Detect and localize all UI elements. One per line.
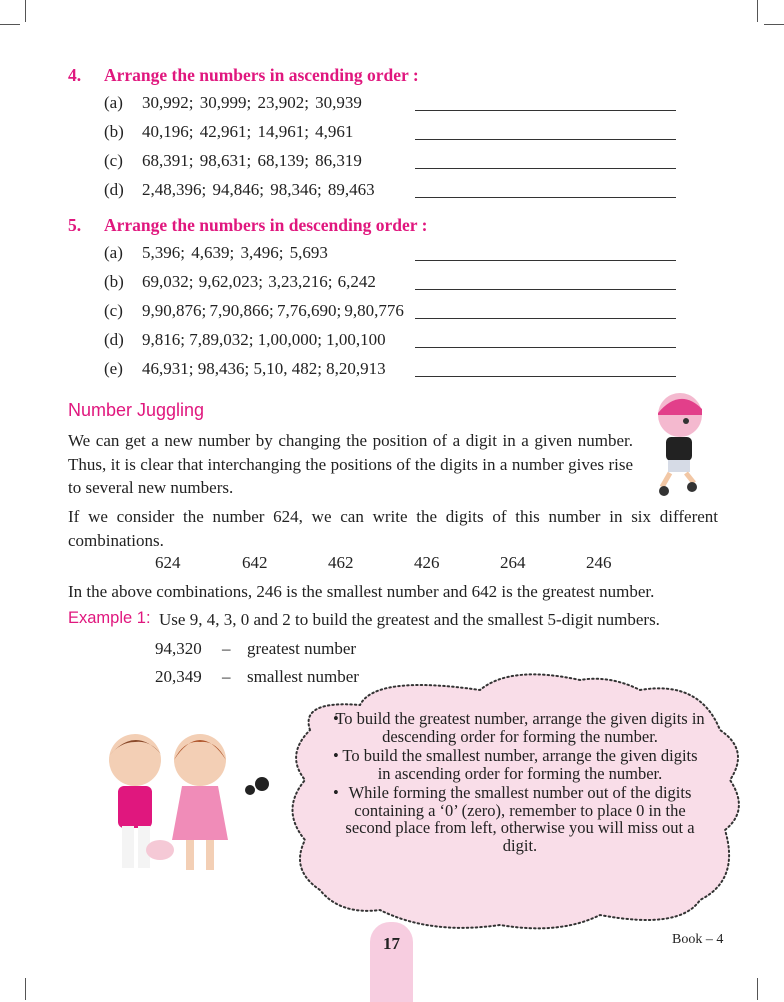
crop-mark — [25, 978, 26, 1000]
item-numbers: 5,396; 4,639; 3,496; 5,693 — [142, 243, 328, 262]
result-dash: – — [222, 667, 231, 686]
item-label: (c) — [104, 301, 123, 320]
item-label: (e) — [104, 359, 123, 378]
example-label: Example 1: — [68, 609, 151, 627]
result-desc: greatest number — [247, 639, 357, 658]
tip-item: • To build the greatest number, arrange the given digits in descending order for forming the number. — [335, 710, 705, 745]
tips-list — [335, 710, 705, 856]
crop-mark — [0, 24, 20, 25]
question-5-number: 5. — [68, 215, 82, 235]
result-number: 94,320 — [155, 639, 202, 658]
tip-item: • To build the smallest number, arrange the given digits in ascending order for forming the number. — [335, 747, 705, 782]
item-numbers: 46,931; 98,436; 5,10, 482; 8,20,913 — [142, 359, 386, 378]
paragraph-intro: We can get a new number by changing the position of a digit in a given number. Thus, it is clear that interchanging the positions of the digits in a number gives rise to several new numbers. — [68, 431, 633, 497]
answer-line[interactable] — [415, 376, 676, 377]
book-label: Book – 4 — [672, 932, 724, 947]
result-desc: smallest number — [247, 667, 359, 686]
answer-line[interactable] — [415, 197, 676, 198]
result-number: 20,349 — [155, 667, 202, 686]
question-5-title: Arrange the numbers in descending order : — [104, 215, 428, 235]
answer-line[interactable] — [415, 168, 676, 169]
crop-mark — [757, 978, 758, 1000]
paragraph-624: If we consider the number 624, we can write the digits of this number in six different combinations. — [68, 507, 718, 550]
item-label: (a) — [104, 93, 123, 112]
combination: 246 — [586, 553, 612, 572]
combination: 264 — [500, 553, 526, 572]
combination: 624 — [155, 553, 181, 572]
item-numbers: 40,196; 42,961; 14,961; 4,961 — [142, 122, 354, 141]
tip-item: • While forming the smallest number out of the digits containing a ‘0’ (zero), remember to place 0 in the second place from left, otherwise you will miss out a digit. — [335, 784, 705, 854]
children-illustration — [90, 720, 290, 890]
paragraph-conclusion: In the above combinations, 246 is the smallest number and 642 is the greatest number. — [68, 582, 655, 601]
example-text: Use 9, 4, 3, 0 and 2 to build the greatest and the smallest 5-digit numbers. — [159, 610, 660, 629]
item-numbers: 68,391; 98,631; 68,139; 86,319 — [142, 151, 362, 170]
answer-line[interactable] — [415, 318, 676, 319]
item-label: (b) — [104, 272, 124, 291]
answer-line[interactable] — [415, 110, 676, 111]
crop-mark — [25, 0, 26, 22]
item-numbers: 9,816; 7,89,032; 1,00,000; 1,00,100 — [142, 330, 386, 349]
crop-mark — [757, 0, 758, 22]
item-label: (d) — [104, 330, 124, 349]
skater-kid-illustration — [640, 385, 720, 500]
answer-line[interactable] — [415, 260, 676, 261]
answer-line[interactable] — [415, 139, 676, 140]
page-number: 17 — [383, 934, 400, 953]
question-4-number: 4. — [68, 65, 82, 85]
item-numbers: 2,48,396; 94,846; 98,346; 89,463 — [142, 180, 375, 199]
item-numbers: 30,992; 30,999; 23,902; 30,939 — [142, 93, 362, 112]
combination: 462 — [328, 553, 354, 572]
combination: 426 — [414, 553, 440, 572]
combination: 642 — [242, 553, 268, 572]
question-4-title: Arrange the numbers in ascending order : — [104, 65, 419, 85]
item-numbers: 69,032; 9,62,023; 3,23,216; 6,242 — [142, 272, 376, 291]
item-label: (d) — [104, 180, 124, 199]
result-dash: – — [222, 639, 231, 658]
item-numbers: 9,90,876; 7,90,866; 7,76,690; 9,80,776 — [142, 301, 404, 320]
item-label: (a) — [104, 243, 123, 262]
item-label: (c) — [104, 151, 123, 170]
answer-line[interactable] — [415, 289, 676, 290]
section-heading: Number Juggling — [68, 400, 205, 420]
answer-line[interactable] — [415, 347, 676, 348]
crop-mark — [764, 24, 784, 25]
item-label: (b) — [104, 122, 124, 141]
